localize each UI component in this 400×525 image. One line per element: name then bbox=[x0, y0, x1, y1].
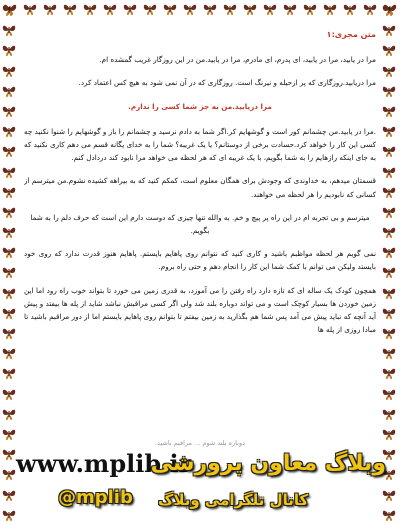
butterfly-icon bbox=[102, 1, 118, 17]
butterfly-icon bbox=[1, 164, 17, 180]
butterfly-icon bbox=[381, 143, 397, 159]
butterfly-icon bbox=[381, 365, 397, 381]
paragraph: مرا دریابید.روزگاری که پر ازحیله و نیرنگ است. روزگاری که در آن نمی شود به هیچ کس اعتماد کرد. bbox=[78, 78, 376, 88]
paragraph: مرا در یابید، مرا در یابید، ای پدرم، ای مادرم، مرا در یابید.من در این روزگار غریب گمشده ام. bbox=[99, 55, 376, 65]
section-heading: مرا دریابید.من به جز شما کسی را ندارم. bbox=[128, 101, 272, 111]
butterfly-icon bbox=[381, 164, 397, 180]
butterfly-icon bbox=[1, 204, 17, 220]
butterfly-icon bbox=[1, 305, 17, 321]
butterfly-icon bbox=[381, 305, 397, 321]
butterfly-icon bbox=[381, 224, 397, 240]
butterfly-icon bbox=[82, 1, 98, 17]
butterfly-icon bbox=[381, 244, 397, 260]
paragraph: قسمتان میدهم، به خداوندی که وجودش برای همگان معلوم است، کمکم کنید که به بیراهه کشیده نشوم.من میترسم از کسانی که نابودیم را هر لحظه می خواهند. bbox=[24, 176, 376, 199]
butterfly-icon bbox=[62, 1, 78, 17]
butterfly-icon bbox=[22, 1, 38, 17]
butterfly-icon bbox=[381, 83, 397, 99]
butterfly-icon bbox=[1, 264, 17, 280]
butterfly-icon bbox=[1, 83, 17, 99]
butterfly-icon bbox=[381, 264, 397, 280]
butterfly-icon bbox=[381, 2, 397, 18]
butterfly-icon bbox=[1, 63, 17, 79]
paragraph: میترسم و بی تجربه ام در این راه پر پیچ و خم. به والله تنها چیزی که دوست دارم این است که حرف دلم را به شما بگویم. bbox=[30, 212, 370, 236]
butterfly-icon bbox=[381, 406, 397, 422]
butterfly-icon bbox=[322, 1, 338, 17]
butterfly-icon bbox=[282, 1, 298, 17]
butterfly-icon bbox=[1, 406, 17, 422]
butterfly-icon bbox=[381, 184, 397, 200]
butterfly-icon bbox=[381, 345, 397, 361]
butterfly-icon bbox=[381, 103, 397, 119]
butterfly-icon bbox=[381, 325, 397, 341]
butterfly-icon bbox=[381, 204, 397, 220]
butterfly-icon bbox=[42, 1, 58, 17]
document-body bbox=[24, 28, 376, 445]
butterfly-icon bbox=[1, 365, 17, 381]
butterfly-icon bbox=[262, 1, 278, 17]
butterfly-icon bbox=[1, 103, 17, 119]
butterfly-icon bbox=[381, 426, 397, 442]
butterfly-icon bbox=[362, 1, 378, 17]
butterfly-icon bbox=[381, 63, 397, 79]
butterfly-icon bbox=[1, 386, 17, 402]
butterfly-icon bbox=[1, 42, 17, 58]
butterfly-icon bbox=[381, 285, 397, 301]
butterfly-icon bbox=[1, 426, 17, 442]
faded-line: دوباره بلند شوم ... مراقبم باشید. bbox=[154, 439, 245, 447]
butterfly-icon bbox=[1, 184, 17, 200]
butterfly-icon bbox=[1, 2, 17, 18]
butterfly-icon bbox=[1, 224, 17, 240]
butterfly-icon bbox=[381, 386, 397, 402]
butterfly-icon bbox=[381, 42, 397, 58]
paragraph: .مرا در یابید.من چشمانم کور است و گوشهایم کر.اگر شما به دادم نرسید و چشمانم را باز و گوشهایم را شنوا نکنید چه کسی این کار را خواهد کرد.حسادت برخی از دوستانم؟ یا یک غریبه؟ شما را به خدای یگانه قسم می دهم کاری نکنید که به جای اینکه رازهایم را به شما بگویم، با یک غریبه ای که هر لحظه می خواهد مرا نابود کند دردادل کنم. bbox=[24, 126, 376, 163]
document-title: متن مجری:۱ bbox=[326, 30, 376, 39]
butterfly-icon bbox=[182, 1, 198, 17]
telegram-channel-label: کانال تلگرامی وبلاگ bbox=[158, 491, 309, 509]
butterfly-icon bbox=[381, 123, 397, 139]
blog-url[interactable]: www.mplib.ir bbox=[16, 449, 192, 478]
butterfly-icon bbox=[1, 123, 17, 139]
butterfly-icon bbox=[242, 1, 258, 17]
butterfly-icon bbox=[1, 244, 17, 260]
butterfly-icon bbox=[1, 285, 17, 301]
butterfly-icon bbox=[1, 345, 17, 361]
butterfly-icon bbox=[222, 1, 238, 17]
butterfly-icon bbox=[1, 22, 17, 38]
butterfly-icon bbox=[1, 325, 17, 341]
butterfly-icon bbox=[202, 1, 218, 17]
butterfly-border-top bbox=[0, 1, 400, 19]
butterfly-icon bbox=[342, 1, 358, 17]
paragraph: همچون کودک یک ساله ای که تازه دارد راه رفتن را می آموزد، به قدری زمین می خورد تا بتواند خوب راه رود اما این زمین خوردن ها بسیار کوچک است و می تواند دوباره بلند شد ولی اگر کسی مراقبش نباشد شاید از پله ها بیفتد و پیش آید آنچه که نباید پیش می آمد پس شما هم بگذارید به زمین بیفتم تا بتوانم روی پاهایم بایستم اما از دور مراقبم باشید تا مبادا روزی از پله ها bbox=[24, 285, 376, 335]
blog-name: وبلاگ معاون پرورشی bbox=[150, 451, 386, 476]
butterfly-icon bbox=[1, 143, 17, 159]
butterfly-icon bbox=[122, 1, 138, 17]
butterfly-icon bbox=[302, 1, 318, 17]
butterfly-icon bbox=[381, 22, 397, 38]
watermark-footer bbox=[0, 447, 400, 525]
paragraph: نمی گویم هر لحظه مواظبم باشید و کاری کنید که نتوانم روی پاهایم بایستم. پاهایم هنوز قدرت ندارد که روی خود بایستد ولیکن می توانم با کمک شما این کار را انجام دهم و حتی راه بروم. bbox=[24, 249, 376, 272]
butterfly-icon bbox=[162, 1, 178, 17]
telegram-handle[interactable]: @mplib bbox=[58, 487, 133, 508]
butterfly-icon bbox=[142, 1, 158, 17]
